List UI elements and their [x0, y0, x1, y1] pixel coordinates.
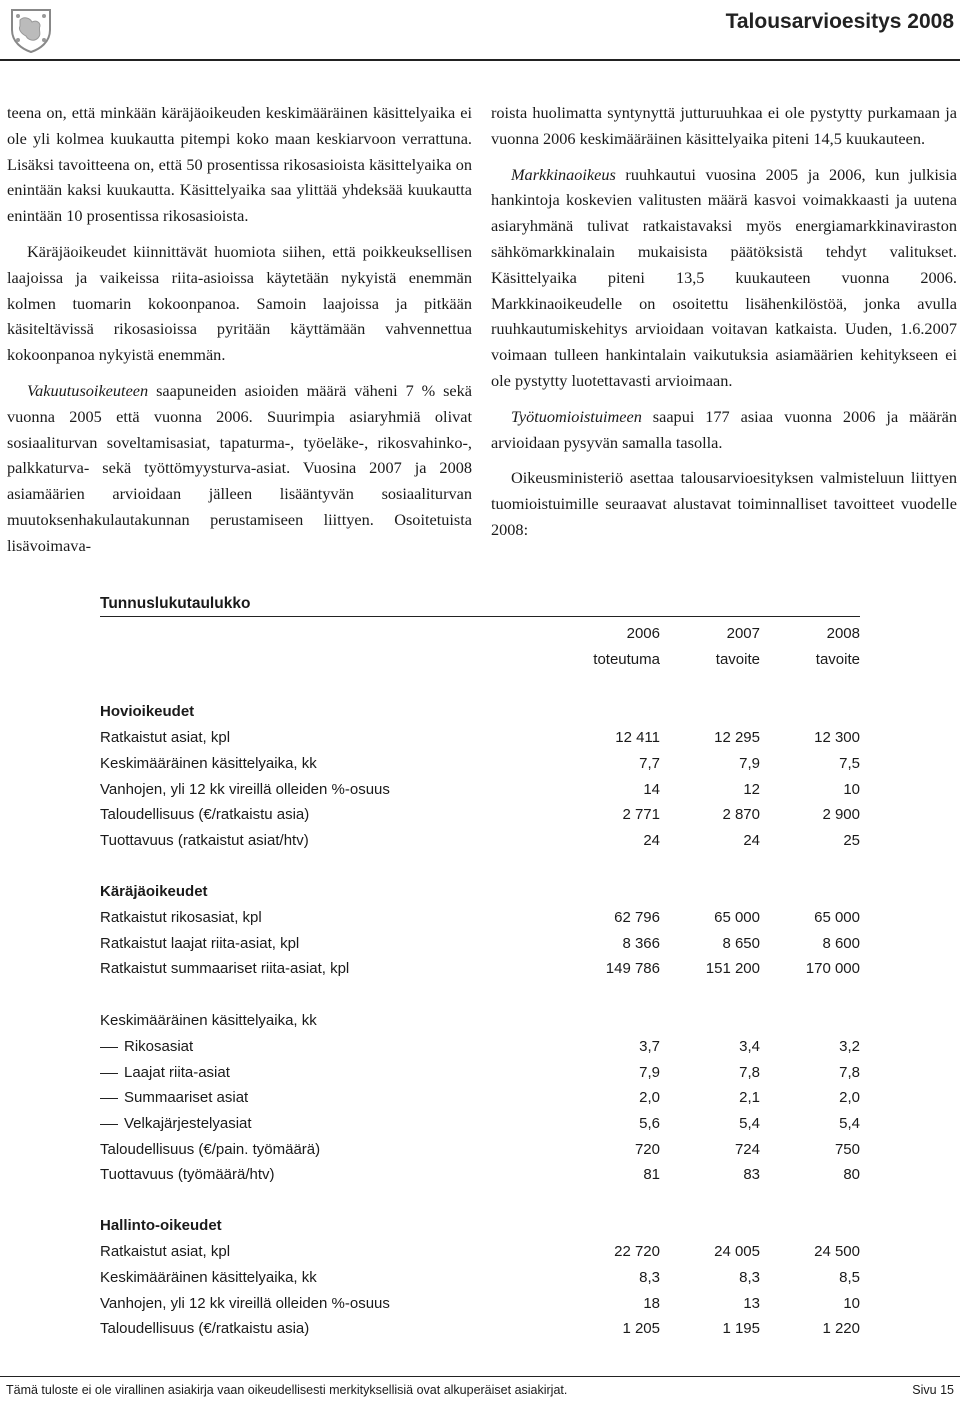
cell-2008: 12 300 — [814, 729, 860, 746]
header-divider — [0, 59, 960, 61]
court-name: Vakuutusoikeuteen — [27, 380, 149, 400]
table-row — [100, 1060, 860, 1086]
cell-2006: 5,6 — [639, 1115, 660, 1132]
table-row — [100, 1265, 860, 1291]
table-row — [100, 1291, 860, 1317]
left-text-column — [7, 100, 472, 569]
cell-2007: 12 295 — [714, 729, 760, 746]
court-name: Markkinaoikeus — [511, 164, 616, 184]
section-heading — [100, 1213, 860, 1239]
column-header: 2007 — [726, 625, 760, 642]
row-label-text: Rikosasiat — [124, 1038, 194, 1055]
table-row — [100, 802, 860, 828]
cell-2008: 24 500 — [814, 1243, 860, 1260]
cell-2007: 2,1 — [739, 1089, 760, 1106]
cell-2006: 18 — [643, 1295, 660, 1312]
dash-marker — [100, 1073, 118, 1074]
subsection-heading — [100, 1008, 860, 1034]
dash-marker — [100, 1098, 118, 1099]
row-label: Ratkaistut asiat, kpl — [100, 729, 231, 746]
cell-2008: 10 — [843, 1295, 860, 1312]
table-row — [100, 777, 860, 803]
paragraph-text: saapui 177 asiaa vuonna 2006 ja määrän arvioidaan pysyvän samalla tasolla. — [491, 406, 957, 452]
cell-2008: 1 220 — [822, 1320, 860, 1337]
table-row — [100, 931, 860, 957]
document-title: Talousarvioesitys 2008 — [725, 10, 954, 33]
column-header: tavoite — [715, 651, 760, 668]
cell-2006: 22 720 — [614, 1243, 660, 1260]
row-label: Vanhojen, yli 12 kk vireillä olleiden %-osuus — [100, 1295, 390, 1312]
row-label: Taloudellisuus (€/ratkaistu asia) — [100, 1320, 310, 1337]
cell-2006: 24 — [643, 832, 660, 849]
row-label-text: Velkajärjestelyasiat — [124, 1115, 252, 1132]
section-heading — [100, 699, 860, 725]
paragraph: roista huolimatta syntynyttä jutturuuhkaa ei ole pystytty purkamaan ja vuonna 2006 keskimääräinen käsittelyaika piteni 14,5 kuukauteen. — [491, 103, 957, 148]
table-row — [100, 1111, 860, 1137]
cell-2007: 2 870 — [722, 806, 760, 823]
cell-2007: 8 650 — [722, 935, 760, 952]
coat-of-arms-logo — [6, 4, 56, 54]
row-label: Ratkaistut rikosasiat, kpl — [100, 909, 262, 926]
table-row — [100, 1239, 860, 1265]
row-label — [100, 1034, 193, 1060]
row-label — [100, 1060, 230, 1086]
row-label — [100, 1085, 248, 1111]
dash-marker — [100, 1124, 118, 1125]
table-title: Tunnuslukutaulukko — [100, 595, 251, 612]
row-label — [100, 1111, 252, 1137]
table-row — [100, 1137, 860, 1163]
column-header: tavoite — [815, 651, 860, 668]
cell-2007: 151 200 — [705, 960, 760, 977]
table-row — [100, 725, 860, 751]
section-title: Hovioikeudet — [100, 703, 195, 720]
cell-2008: 7,8 — [839, 1064, 860, 1081]
cell-2006: 720 — [634, 1141, 660, 1158]
row-label: Vanhojen, yli 12 kk vireillä olleiden %-osuus — [100, 781, 390, 798]
cell-2008: 750 — [834, 1141, 860, 1158]
column-header-years — [100, 621, 860, 647]
table-row — [100, 828, 860, 854]
table-row — [100, 1034, 860, 1060]
cell-2007: 3,4 — [739, 1038, 760, 1055]
subsection-title: Keskimääräinen käsittelyaika, kk — [100, 1012, 317, 1029]
cell-2007: 8,3 — [739, 1269, 760, 1286]
row-label: Ratkaistut summaariset riita-asiat, kpl — [100, 960, 350, 977]
table-row — [100, 1085, 860, 1111]
row-label: Taloudellisuus (€/pain. työmäärä) — [100, 1141, 321, 1158]
table-row — [100, 751, 860, 777]
paragraph: teena on, että minkään käräjäoikeuden keskimääräinen käsittelyaika ei ole yli kolmea kuukautta pitempi koko maan keskiarvoon verrattuna. Lisäksi tavoitteena on, että 50 prosentissa rikosasioista käsittelyaika on enintään kaksi kuukautta. Käsittelyaika saa ylittää yhdeksää kuukautta enintään 10 prosentissa rikosasioista. — [7, 103, 472, 226]
cell-2007: 5,4 — [739, 1115, 760, 1132]
column-header: 2008 — [826, 625, 860, 642]
cell-2007: 7,8 — [739, 1064, 760, 1081]
row-label: Taloudellisuus (€/ratkaistu asia) — [100, 806, 310, 823]
row-label-text: Summaariset asiat — [124, 1089, 249, 1106]
cell-2007: 83 — [743, 1166, 760, 1183]
right-text-column — [491, 100, 957, 553]
table-row — [100, 905, 860, 931]
cell-2007: 24 — [743, 832, 760, 849]
paragraph-text: saapuneiden asioiden määrä väheni 7 % sekä vuonna 2005 että vuonna 2006. Suurimpia asiaryhmiä olivat sosiaaliturvan soveltamisasiat, tapaturma-, työeläke-, rikosvahinko-, palkkaturva- sekä työttömyysturva-asiat. Vuosina 2007 ja 2008 asiamäärien arvioidaan jälleen lisääntyvän sosiaaliturvan muutoksenhakulautakunnan perustamiseen liittyen. Osoitetuista lisävoimava- — [7, 380, 472, 555]
footer-divider — [0, 1376, 960, 1377]
row-label-text: Laajat riita-asiat — [124, 1064, 230, 1081]
cell-2008: 3,2 — [839, 1038, 860, 1055]
cell-2006: 8 366 — [622, 935, 660, 952]
court-name: Työtuomioistuimeen — [511, 406, 642, 426]
cell-2008: 10 — [843, 781, 860, 798]
column-header-types — [100, 647, 860, 673]
cell-2006: 3,7 — [639, 1038, 660, 1055]
row-label: Keskimääräinen käsittelyaika, kk — [100, 1269, 317, 1286]
cell-2007: 724 — [734, 1141, 760, 1158]
cell-2008: 7,5 — [839, 755, 860, 772]
cell-2008: 5,4 — [839, 1115, 860, 1132]
paragraph — [491, 404, 957, 456]
section-heading — [100, 879, 860, 905]
column-header: toteutuma — [593, 651, 660, 668]
column-header: 2006 — [626, 625, 660, 642]
cell-2006: 2,0 — [639, 1089, 660, 1106]
cell-2006: 12 411 — [615, 729, 660, 746]
cell-2006: 81 — [643, 1166, 660, 1183]
row-label: Tuottavuus (ratkaistut asiat/htv) — [100, 832, 309, 849]
page-number: Sivu 15 — [912, 1383, 954, 1397]
cell-2008: 2 900 — [822, 806, 860, 823]
table-divider — [100, 616, 860, 617]
row-label: Ratkaistut asiat, kpl — [100, 1243, 231, 1260]
cell-2007: 65 000 — [714, 909, 760, 926]
cell-2008: 65 000 — [814, 909, 860, 926]
dash-marker — [100, 1047, 118, 1048]
cell-2007: 12 — [743, 781, 760, 798]
row-label: Ratkaistut laajat riita-asiat, kpl — [100, 935, 300, 952]
row-label: Tuottavuus (työmäärä/htv) — [100, 1166, 275, 1183]
cell-2006: 62 796 — [614, 909, 660, 926]
cell-2008: 80 — [843, 1166, 860, 1183]
cell-2007: 1 195 — [722, 1320, 760, 1337]
paragraph: Oikeusministeriö asettaa talousarvioesityksen valmisteluun liittyen tuomioistuimille seuraavat alustavat toiminnalliset tavoitteet vuodelle 2008: — [491, 468, 957, 539]
cell-2006: 1 205 — [622, 1320, 660, 1337]
table-row — [100, 956, 860, 982]
cell-2008: 2,0 — [839, 1089, 860, 1106]
cell-2006: 7,9 — [639, 1064, 660, 1081]
paragraph-text: ruuhkautui vuosina 2005 ja 2006, kun julkisia hankintoja koskevien valitusten määrä kasvoi voimakkaasti ja uutena asiaryhmänä tulivat ratkaistavaksi myös energiamarkkinaviraston sähkömarkkinalain mukaisista päätöksistä tehdyt valitukset. Käsittelyaika piteni 13,5 kuukauteen vuonna 2006. Markkinaoikeudelle on osoitettu lisähenkilöstöä, jonka avulla ruuhkautumiskehitys arvioidaan voitavan katkaista. Uuden, 1.6.2007 voimaan tulleen hankintalain vaikutuksia asiamäärien kehitykseen ei ole pystytty luotettavasti arvioimaan. — [491, 164, 957, 390]
cell-2008: 8 600 — [822, 935, 860, 952]
cell-2006: 2 771 — [622, 806, 660, 823]
cell-2007: 7,9 — [739, 755, 760, 772]
cell-2007: 24 005 — [714, 1243, 760, 1260]
cell-2007: 13 — [743, 1295, 760, 1312]
section-title: Hallinto-oikeudet — [100, 1217, 222, 1234]
cell-2008: 8,5 — [839, 1269, 860, 1286]
section-title: Käräjäoikeudet — [100, 883, 208, 900]
cell-2008: 170 000 — [805, 960, 860, 977]
paragraph — [7, 378, 472, 559]
row-label: Keskimääräinen käsittelyaika, kk — [100, 755, 317, 772]
table-row — [100, 1162, 860, 1188]
table-row — [100, 1316, 860, 1342]
footer-note: Tämä tuloste ei ole virallinen asiakirja vaan oikeudellisesti merkityksellisiä ovat alkuperäiset asiakirjat. — [6, 1383, 568, 1397]
cell-2006: 149 786 — [605, 960, 660, 977]
paragraph: Käräjäoikeudet kiinnittävät huomiota siihen, että poikkeuksellisen laajoissa ja vaikeissa riita-asioissa käytetään nykyistä enemmän kolmen tuomarin kokoonpanoa. Samoin laajoissa ja pitkään käsiteltävissä rikosasioissa pyritään käyttämään vahvennettua kokoonpanoa nykyistä enemmän. — [7, 241, 472, 365]
cell-2006: 8,3 — [639, 1269, 660, 1286]
cell-2008: 25 — [843, 832, 860, 849]
cell-2006: 14 — [643, 781, 660, 798]
cell-2006: 7,7 — [639, 755, 660, 772]
paragraph — [491, 162, 957, 394]
